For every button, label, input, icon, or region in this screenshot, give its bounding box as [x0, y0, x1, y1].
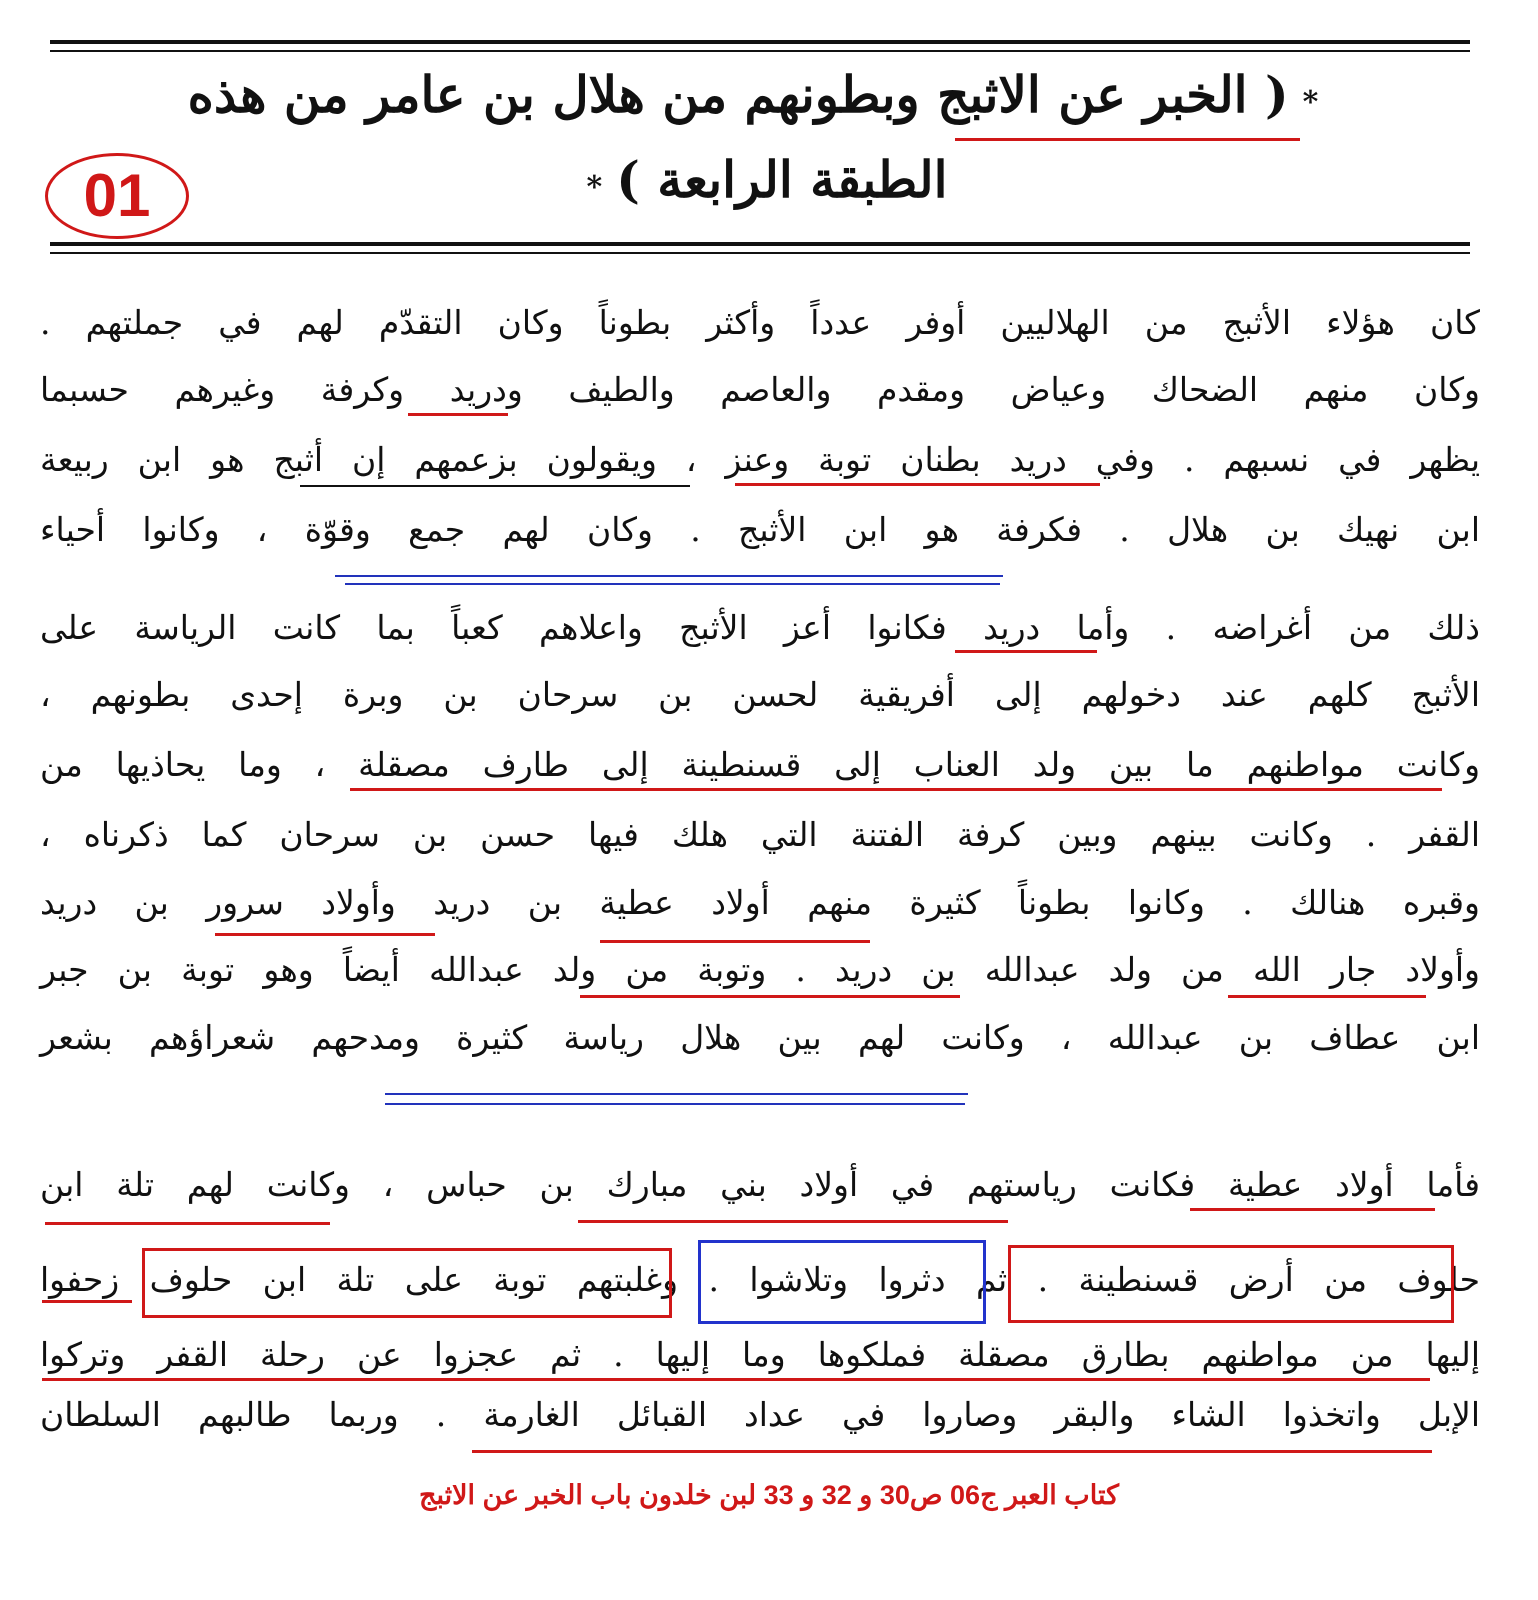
underline-jar-allah	[1228, 995, 1426, 998]
heading-underline	[955, 138, 1300, 141]
underline-tallat-ibn	[45, 1222, 330, 1225]
header-rule-thin	[50, 252, 1470, 254]
underline-abdallah	[580, 995, 960, 998]
blue-divider-2a	[385, 1093, 968, 1095]
paragraph-2-line-2: الأثبج كلهم عند دخولهم إلى أفريقية لحسن بن سرحان بن وبرة إحدى بطونهم ،	[40, 675, 1480, 714]
box-hallouf-constantine	[1008, 1245, 1454, 1323]
asterisk-icon: *	[586, 170, 603, 205]
underline-athbaj-claim	[300, 485, 690, 487]
paragraph-3-line-2: حلوف من أرض قسنطينة . ثم دثروا وتلاشوا . وغلبتهم توبة على تلة ابن حلوف زحفوا	[40, 1260, 1480, 1299]
box-dathiru	[698, 1240, 986, 1324]
paragraph-2-line-3: وكانت مواطنهم ما بين ولد العناب إلى قسنطينة إلى طارف مصقلة ، وما يحاذيها من	[40, 745, 1480, 784]
paragraph-3-line-4: الإبل واتخذوا الشاء والبقر وصاروا في عداد القبائل الغارمة . وربما طالبهم السلطان	[40, 1395, 1480, 1434]
heading-text-2: الطبقة الرابعة )	[616, 150, 948, 209]
underline-constantine	[350, 788, 1442, 791]
asterisk-icon: *	[1302, 85, 1319, 120]
paragraph-2-line-4: القفر . وكانت بينهم وبين كرفة الفتنة التي هلك فيها حسن بن سرحان كما ذكرناه ،	[40, 815, 1480, 854]
underline-paragraph-3-line-3	[42, 1378, 1430, 1381]
paragraph-2-line-5: وقبره هنالك . وكانوا بطوناً كثيرة منهم أولاد عطية بن دريد وأولاد سرور بن دريد	[40, 883, 1480, 922]
underline-awlad-surur	[215, 933, 435, 936]
underline-awlad-atiya	[600, 940, 870, 943]
source-caption: كتاب العبر ج06 ص30 و 32 و 33 لبن خلدون باب الخبر عن الاثبج	[419, 1480, 1119, 1510]
blue-divider-1b	[345, 583, 1000, 585]
underline-amma-awlad-atiya	[1190, 1208, 1435, 1211]
underline-bani-mubarak	[578, 1220, 1008, 1223]
paragraph-1-line-2: وكان منهم الضحاك وعياض ومقدم والعاصم والطيف ودريد وكرفة وغيرهم حسبما	[40, 370, 1480, 409]
paragraph-3-line-1: فأما أولاد عطية فكانت رياستهم في أولاد بني مبارك بن حباس ، وكانت لهم تلة ابن	[40, 1165, 1480, 1204]
underline-durayd	[408, 413, 508, 416]
blue-divider-1a	[335, 575, 1003, 577]
top-rule-thick	[50, 40, 1470, 44]
top-rule-thin	[50, 50, 1470, 52]
underline-amma-durayd	[955, 650, 1097, 653]
page-number-badge: 01	[45, 153, 189, 239]
paragraph-2-line-1: ذلك من أغراضه . وأما دريد فكانوا أعز الأثبج واعلاهم كعباً بما كانت الرياسة على	[40, 608, 1480, 647]
paragraph-3-line-3: إليها من مواطنهم بطارق مصقلة فملكوها وما إليها . ثم عجزوا عن رحلة القفر وتركوا	[40, 1335, 1480, 1374]
header-rule-thick	[50, 242, 1470, 246]
paragraph-1-line-1: كان هؤلاء الأثبج من الهلاليين أوفر عدداً وأكثر بطوناً وكان التقدّم لهم في جملتهم .	[40, 303, 1480, 342]
box-ghalabathum	[142, 1248, 672, 1318]
blue-divider-2b	[385, 1103, 965, 1105]
paragraph-1-line-4: ابن نهيك بن هلال . فكرفة هو ابن الأثبج . وكان لهم جمع وقوّة ، وكانوا أحياء	[40, 510, 1480, 549]
heading-line-1	[40, 55, 1480, 143]
underline-paragraph-3-line-4	[472, 1450, 1432, 1453]
underline-zahafu	[42, 1300, 132, 1303]
underline-durayd-tawba	[735, 483, 1100, 486]
paragraph-2-line-6: وأولاد جار الله من ولد عبدالله بن دريد . وتوبة من ولد عبدالله أيضاً وهو توبة بن جبر	[40, 950, 1480, 989]
heading-line-2	[40, 140, 1480, 228]
paragraph-1-line-3: يظهر في نسبهم . وفي دريد بطنان توبة وعنز ، ويقولون بزعمهم إن أثبج هو ابن ربيعة	[40, 440, 1480, 479]
paragraph-2-line-7: ابن عطاف بن عبدالله ، وكانت لهم بين هلال رياسة كثيرة ومدحهم شعراؤهم بشعر	[40, 1018, 1480, 1057]
heading-text-1: ( الخبر عن الاثبج وبطونهم من هلال بن عامر من هذه	[187, 65, 1289, 124]
